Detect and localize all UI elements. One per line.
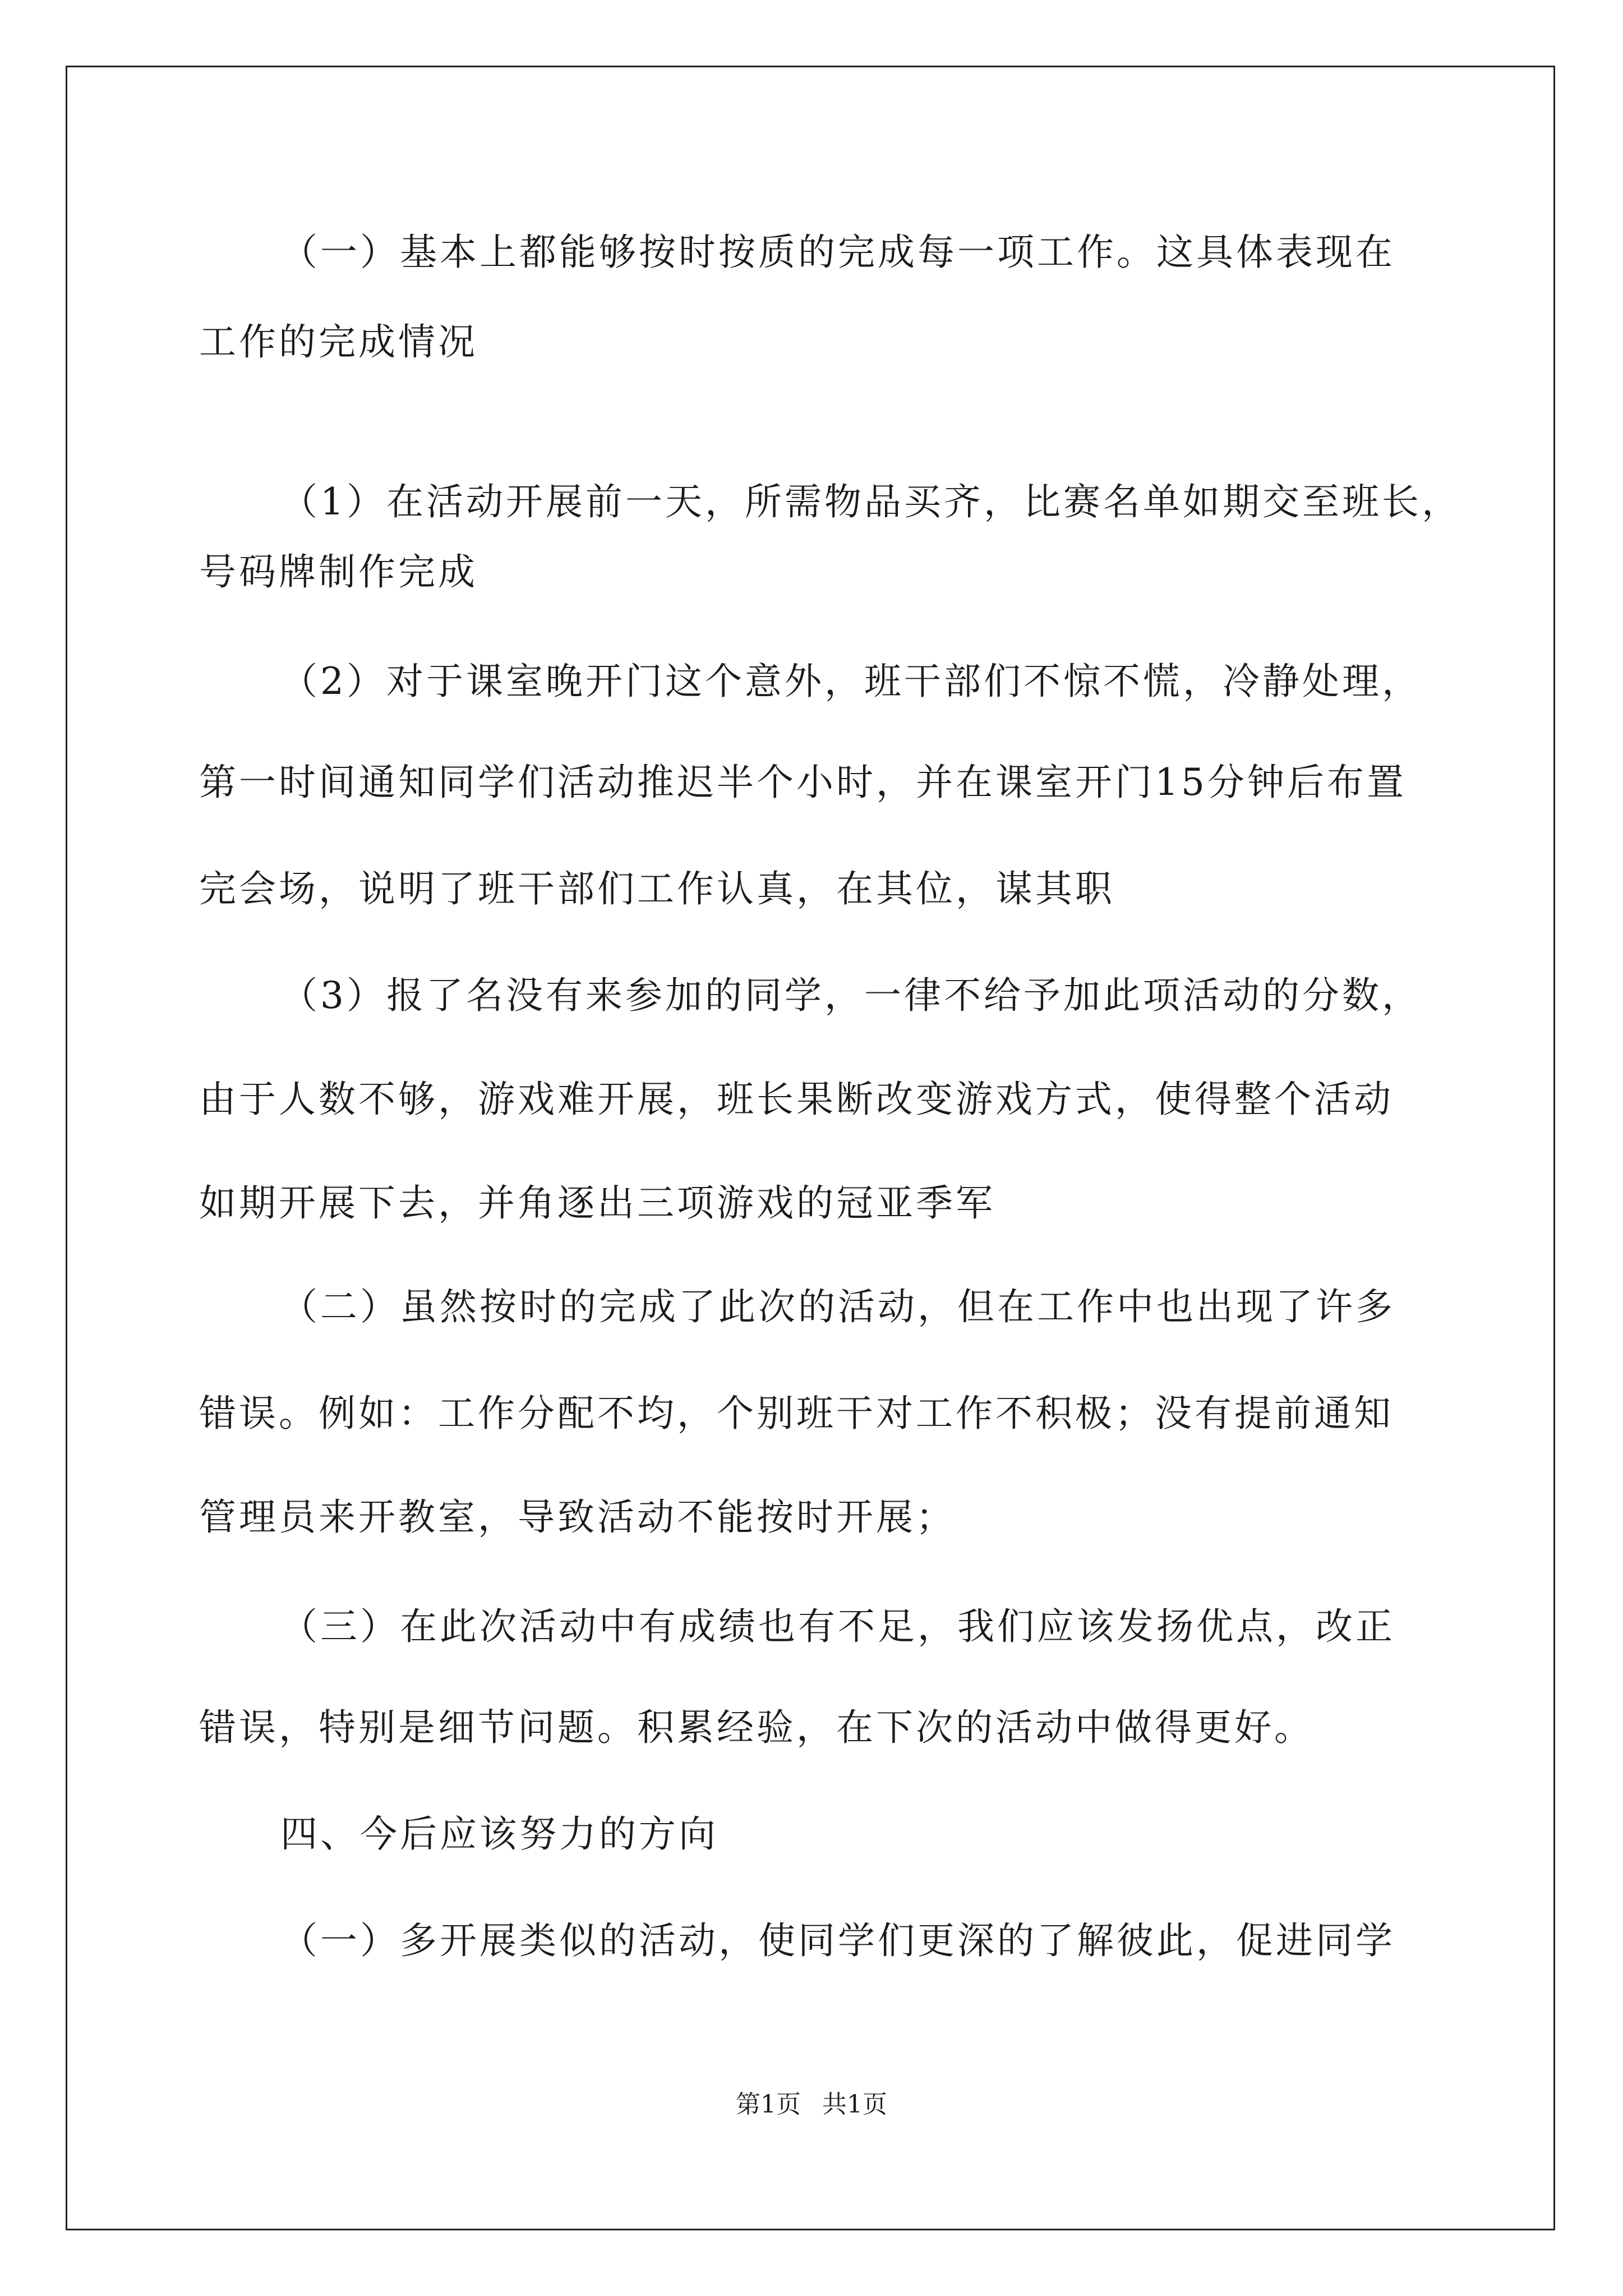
paragraph-line: 工作的完成情况: [199, 320, 478, 364]
section-heading: 四、今后应该努力的方向: [280, 1812, 718, 1856]
paragraph-line: 号码牌制作完成: [199, 550, 478, 593]
page-footer: [0, 2089, 1623, 2120]
paragraph-line: （三）在此次活动中有成绩也有不足，我们应该发扬优点，改正: [280, 1605, 1395, 1648]
page-total: 共1页: [822, 2090, 887, 2119]
paragraph-line: 如期开展下去，并角逐出三项游戏的冠亚季军: [199, 1181, 995, 1225]
paragraph-line: （2）对于课室晚开门这个意外，班干部们不惊不慌，冷静处理，: [280, 660, 1422, 703]
paragraph-line: （3）报了名没有来参加的同学，一律不给予加此项活动的分数，: [280, 974, 1422, 1017]
page-frame: [66, 66, 1555, 2230]
paragraph-line: 完会场，说明了班干部们工作认真，在其位，谋其职: [199, 867, 1115, 910]
paragraph-line: 管理员来开教室，导致活动不能按时开展；: [199, 1496, 956, 1539]
paragraph-line: 第一时间通知同学们活动推迟半个小时，并在课室开门15分钟后布置: [199, 761, 1407, 804]
paragraph-line: （1）在活动开展前一天，所需物品买齐，比赛名单如期交至班长，: [280, 480, 1461, 523]
paragraph-line: 错误，特别是细节问题。积累经验，在下次的活动中做得更好。: [199, 1706, 1314, 1749]
paragraph-line: 由于人数不够，游戏难开展，班长果断改变游戏方式，使得整个活动: [199, 1078, 1394, 1121]
paragraph-line: （一）多开展类似的活动，使同学们更深的了解彼此，促进同学: [280, 1919, 1395, 1962]
page-number: 第1页: [736, 2090, 801, 2119]
paragraph-line: （一）基本上都能够按时按质的完成每一项工作。这具体表现在: [280, 231, 1395, 274]
paragraph-line: （二）虽然按时的完成了此次的活动，但在工作中也出现了许多: [280, 1285, 1395, 1328]
paragraph-line: 错误。例如：工作分配不均，个别班干对工作不积极；没有提前通知: [199, 1392, 1394, 1435]
